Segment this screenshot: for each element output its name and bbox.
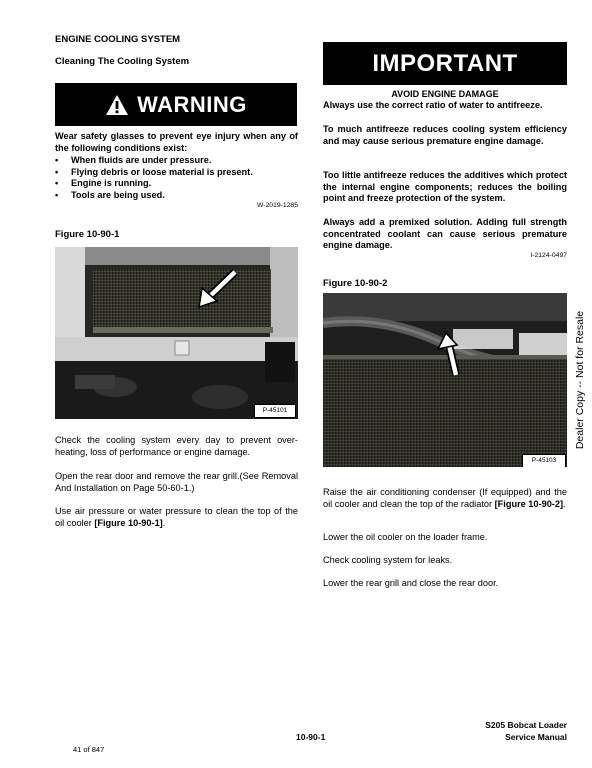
footer-manual: Service Manual xyxy=(505,732,567,742)
figure1-tag: P-45101 xyxy=(254,404,296,418)
footer-model: S205 Bobcat Loader xyxy=(485,720,567,730)
figure1-label: Figure 10-90-1 xyxy=(55,229,120,240)
dealer-copy-watermark xyxy=(566,290,592,470)
left-paragraph-3-end: . xyxy=(162,518,166,528)
figure-reference-link[interactable]: [Figure 10-90-1] xyxy=(94,518,163,528)
important-paragraph-1: Always use the correct ratio of water to antifreeze. xyxy=(323,100,543,110)
condenser-radiator-image xyxy=(323,293,567,467)
important-heading: AVOID ENGINE DAMAGE xyxy=(391,89,499,99)
left-paragraph-2: Open the rear door and remove the rear grill.(See Removal And Installation on Page 50-60-1.) xyxy=(55,471,298,493)
right-paragraph-3: Check cooling system for leaks. xyxy=(323,555,453,565)
list-item: • Tools are being used. xyxy=(55,190,298,202)
right-paragraph-1-text: Raise the air conditioning condenser (If equipped) and the oil cooler and clean the top of the radiator xyxy=(323,487,567,509)
list-item: • Engine is running. xyxy=(55,178,298,190)
warning-triangle-icon xyxy=(105,94,129,116)
figure2-label: Figure 10-90-2 xyxy=(323,278,388,289)
important-code: I-2124-0497 xyxy=(530,252,567,259)
figure-reference-link[interactable]: [Figure 10-90-2] xyxy=(494,499,564,509)
figure1-photo xyxy=(55,247,298,419)
figure2-tag: P-45103 xyxy=(522,454,566,467)
important-label: IMPORTANT xyxy=(372,49,518,77)
warning-text: Wear safety glasses to prevent eye injury when any of the following conditions exist: xyxy=(55,131,298,153)
right-paragraph-2: Lower the oil cooler on the loader frame. xyxy=(323,532,488,542)
page-number: 10-90-1 xyxy=(296,732,326,742)
left-paragraph-1: Check the cooling system every day to prevent over-heating, loss of performance or engine damage. xyxy=(55,435,298,457)
page-count: 41 of 847 xyxy=(73,745,105,754)
right-paragraph-1 xyxy=(323,486,567,510)
left-paragraph-3 xyxy=(55,505,298,529)
engine-radiator-image xyxy=(55,247,298,419)
right-paragraph-1-end: . xyxy=(563,499,566,509)
warning-code: W-2019-1285 xyxy=(256,202,298,209)
important-banner xyxy=(323,42,567,85)
list-item: • When fluids are under pressure. xyxy=(55,155,298,167)
side-text: Dealer Copy -- Not for Resale xyxy=(574,310,586,450)
warning-banner xyxy=(55,83,297,126)
important-paragraph-2: To much antifreeze reduces cooling system efficiency and may cause serious premature engine damage. xyxy=(323,124,567,146)
right-paragraph-4: Lower the rear grill and close the rear door. xyxy=(323,578,499,588)
warning-label: WARNING xyxy=(137,91,247,117)
warning-bullet-list xyxy=(55,155,298,201)
figure2-photo xyxy=(323,293,567,467)
subsection-title: Cleaning The Cooling System xyxy=(55,56,190,67)
left-paragraph-3-text: Use air pressure or water pressure to clean the top of the oil cooler xyxy=(55,506,298,528)
list-item: • Flying debris or loose material is present. xyxy=(55,167,298,179)
important-paragraph-4: Always add a premixed solution. Adding full strength concentrated coolant can cause serious premature engine damage. xyxy=(323,217,567,250)
important-paragraph-3: Too little antifreeze reduces the additives which protect the internal engine components; reduces the boiling point and freeze protection of the system. xyxy=(323,170,567,203)
section-title: ENGINE COOLING SYSTEM xyxy=(55,34,181,45)
